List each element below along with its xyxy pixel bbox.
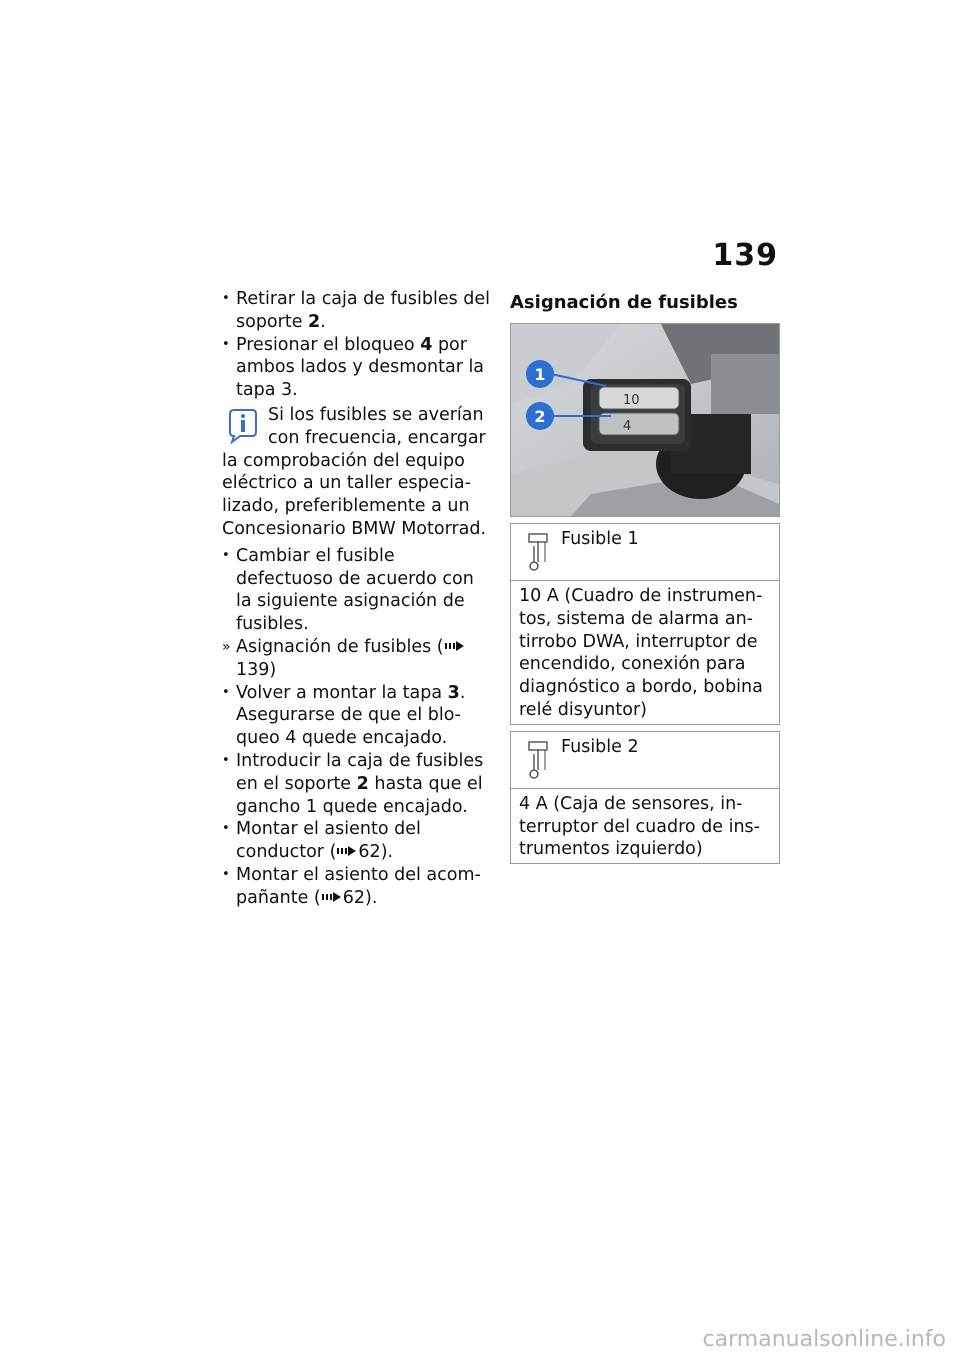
fuse-icon [527,740,549,780]
bullet: • [222,684,230,700]
step-reinstall-cover: • Volver a montar la tapa 3. Asegurarse de que el bloqueo 4 quede encajado. [222,682,466,749]
fuse-2-rating: 4 [623,419,632,434]
fuse-2-header [511,732,779,789]
cross-reference-fuse-assignment[interactable]: » Asignación de fusibles (139) [222,636,490,682]
page-reference-icon [444,639,466,653]
fuse-2-table [510,731,780,864]
section-title: Asignación de fusibles [510,292,738,313]
watermark: carmanualsonline.info [702,1327,946,1352]
fuse-2-description: 4 A (Caja de sensores, interruptor del cuadro de instrumentos izquierdo) [519,793,760,860]
fuse-1-rating: 10 [623,393,640,408]
fuse-box-photo [510,323,780,517]
callout-1: 1 [534,365,546,384]
note-text-rest: la comprobación del equipo eléctrico a un taller especializado, preferiblemente a un Concesionario BMW Motorrad. [222,450,487,539]
step-insert-fuse-box: • Introducir la caja de fusibles en el soporte 2 hasta que el gancho 1 quede encajado. [222,750,484,817]
fuse-1-table [510,523,780,725]
bullet: • [222,291,230,306]
fuse-1-title: Fusible 1 [561,529,639,549]
fuse-1-description: 10 A (Cuadro de instrumentos, sistema de alarma antirrobo DWA, interruptor de encendido, conexión para diagnóstico a bordo, bobina relé disyuntor) [519,586,763,720]
fuse-2-title: Fusible 2 [561,736,639,757]
note-text-first: Si los fusibles se averían con frecuencia, encargar [268,404,486,448]
page-reference-icon [321,890,343,904]
info-icon [226,408,260,444]
bullet: • [222,752,230,768]
bullet: • [222,336,230,352]
callout-2: 2 [534,407,546,426]
bullet: • [222,866,230,882]
step-press-lock: • Presionar el bloqueo 4 por ambos lados y desmontar la tapa 3. [222,334,485,401]
arrow-marker: » [222,638,231,655]
fuse-assignment-column [510,288,780,864]
step-mount-rider-seat: • Montar el asiento del conductor ( 62). [222,819,421,863]
info-note [222,404,490,541]
fuse-icon [527,532,549,572]
page-reference-icon [336,844,358,858]
step-remove-fuse-box: • Retirar la caja de fusibles del soporte 2. [222,289,491,332]
step-mount-passenger-seat: • Montar el asiento del acompañante ( 62). [222,864,481,908]
page-number: 139 [712,238,778,273]
instructions-column [222,288,490,910]
bullet: • [222,547,230,563]
fuse-1-header [511,524,779,581]
step-replace-fuse: • Cambiar el fusible defectuoso de acuerdo con la siguiente asignación de fusibles. [222,545,474,635]
bullet: • [222,821,230,837]
